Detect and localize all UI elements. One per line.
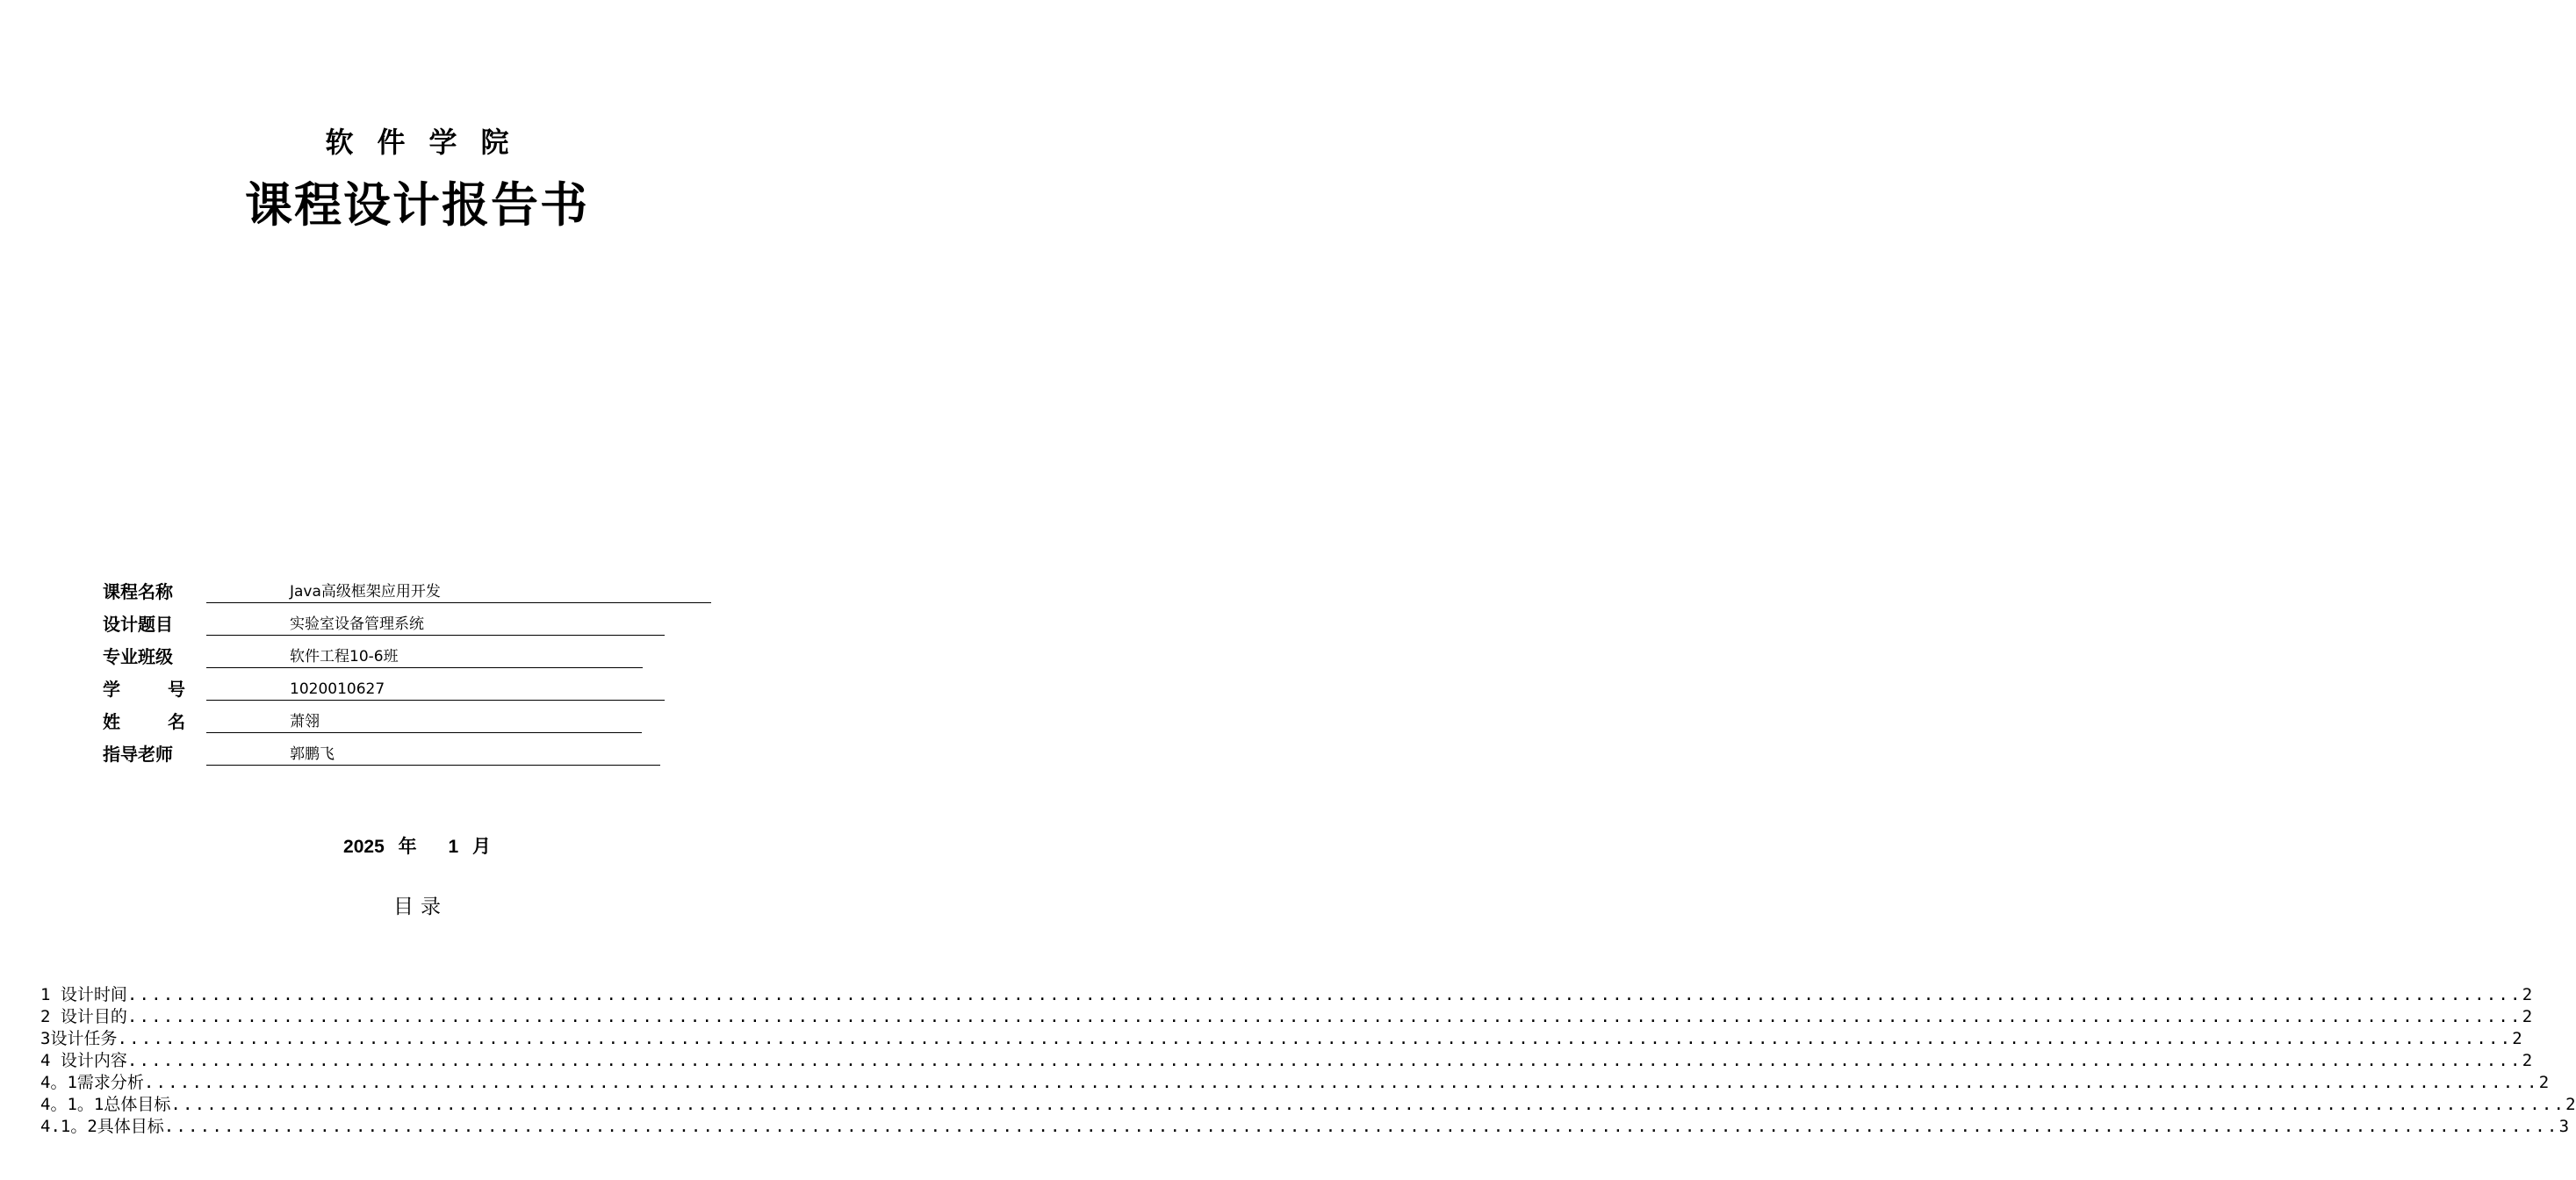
toc-entry-title: 1 设计时间 xyxy=(40,985,127,1004)
toc-entry-page: 2 xyxy=(2522,1051,2533,1070)
toc-title: 目录 xyxy=(393,896,448,918)
toc-entry-title: 4。1需求分析 xyxy=(40,1073,144,1092)
info-label-part: 学 xyxy=(103,679,120,700)
info-label xyxy=(103,709,185,734)
underline xyxy=(206,602,711,603)
date-year-unit: 年 xyxy=(398,837,417,857)
toc-entry-title: 3设计任务 xyxy=(40,1029,118,1048)
info-value-student-id: 1020010627 xyxy=(290,680,385,698)
school-name: 软件学院 xyxy=(325,126,533,159)
toc-entry[interactable] xyxy=(40,1050,2533,1072)
toc-entry-page: 3 xyxy=(2558,1117,2570,1136)
underline xyxy=(206,667,643,668)
info-label: 设计题目 xyxy=(103,614,173,635)
toc-entry[interactable] xyxy=(40,984,2533,1006)
toc-entry-page: 2 xyxy=(2512,1029,2522,1048)
info-value-advisor: 郭鹏飞 xyxy=(290,745,335,763)
toc-entry-title: 4 设计内容 xyxy=(40,1051,127,1070)
toc-entry[interactable] xyxy=(40,1116,2570,1138)
toc-entry-title: 2 设计目的 xyxy=(40,1007,127,1026)
info-label-part: 名 xyxy=(168,711,185,732)
toc-entry-page: 2 xyxy=(2522,1007,2533,1026)
date-month-unit: 月 xyxy=(471,837,491,857)
info-value-class: 软件工程10-6班 xyxy=(290,648,399,666)
info-label: 指导老师 xyxy=(103,744,173,765)
report-title: 课程设计报告书 xyxy=(245,176,589,233)
toc-entry[interactable] xyxy=(40,1072,2550,1094)
info-value-course: Java高级框架应用开发 xyxy=(290,583,441,601)
toc-entry-title: 4。1。1总体目标 xyxy=(40,1095,171,1114)
date-month: 1 xyxy=(448,837,459,857)
toc-entry[interactable] xyxy=(40,1028,2522,1050)
toc-entry-page: 2 xyxy=(2522,985,2533,1004)
underline xyxy=(206,732,642,733)
info-label: 课程名称 xyxy=(103,581,173,602)
underline xyxy=(206,700,665,701)
report-date xyxy=(0,835,834,860)
toc-leader-dots: ........................................................................................................................................................................................................ xyxy=(126,1007,2522,1026)
info-label-part: 号 xyxy=(168,679,185,700)
table-of-contents xyxy=(40,984,2576,1138)
toc-entry[interactable] xyxy=(40,1006,2533,1028)
toc-leader-dots: ........................................................................................................................................................................................................ xyxy=(126,1051,2522,1070)
underline xyxy=(206,765,660,766)
toc-leader-dots: ........................................................................................................................................................................................................ xyxy=(126,985,2522,1004)
info-value-name: 萧翎 xyxy=(290,713,320,730)
underline xyxy=(206,635,665,636)
date-year: 2025 xyxy=(343,837,385,857)
info-label: 专业班级 xyxy=(103,646,173,667)
toc-leader-dots: ........................................................................................................................................................................................................ xyxy=(117,1029,2513,1048)
info-label xyxy=(103,677,185,702)
toc-entry-page: 2 xyxy=(2538,1073,2550,1092)
info-value-topic: 实验室设备管理系统 xyxy=(290,615,424,633)
toc-entry-page: 2 xyxy=(2565,1095,2576,1114)
toc-entry[interactable] xyxy=(40,1094,2576,1116)
toc-leader-dots: ........................................................................................................................................................................................................ xyxy=(163,1117,2559,1136)
toc-leader-dots: ........................................................................................................................................................................................................ xyxy=(170,1095,2566,1114)
toc-entry-title: 4.1。2具体目标 xyxy=(40,1117,164,1136)
toc-leader-dots: ........................................................................................................................................................................................................ xyxy=(143,1073,2539,1092)
info-label-part: 姓 xyxy=(103,711,120,732)
